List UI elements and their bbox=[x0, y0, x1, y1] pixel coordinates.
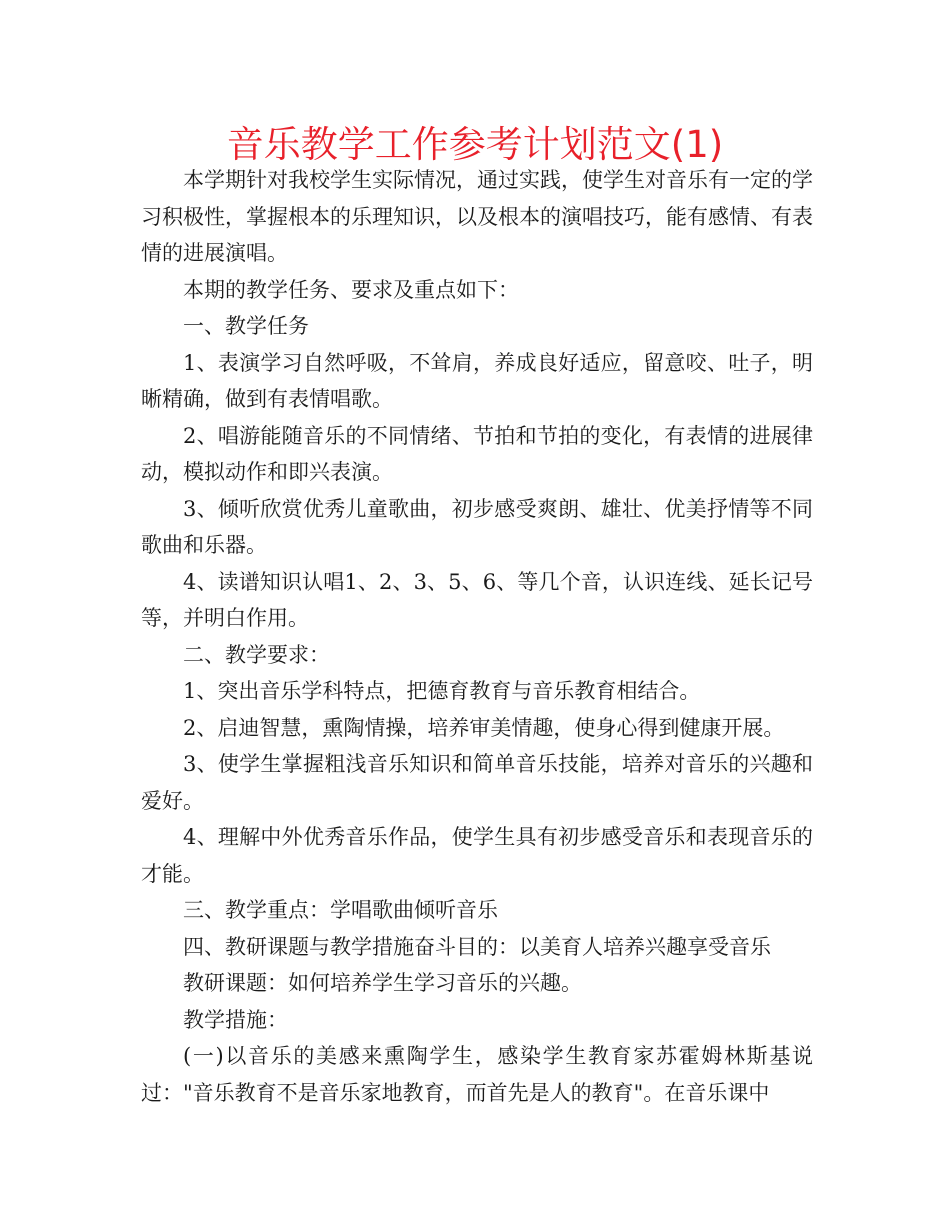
list-item-requirement-2: 2、启迪智慧，熏陶情操，培养审美情趣，使身心得到健康开展。 bbox=[183, 715, 785, 740]
list-item-task-2: 2、唱游能随音乐的不同情绪、节拍和节拍的变化，有表情的进展律动，模拟动作和即兴表演。 bbox=[141, 423, 813, 484]
paragraph-measure-1: (一)以音乐的美感来熏陶学生，感染学生教育家苏霍姆林斯基说过："音乐教育不是音乐家地教育，而首先是人的教育"。在音乐课中 bbox=[141, 1044, 813, 1105]
section-heading-requirements: 二、教学要求： bbox=[183, 642, 330, 667]
list-item-task-1: 1、表演学习自然呼吸，不耸肩，养成良好适应，留意咬、吐子，明晰精确，做到有表情唱歌。 bbox=[141, 350, 813, 411]
list-item-requirement-3: 3、使学生掌握粗浅音乐知识和简单音乐技能，培养对音乐的兴趣和爱好。 bbox=[141, 752, 813, 813]
paragraph-overview: 本期的教学任务、要求及重点如下： bbox=[183, 277, 519, 302]
paragraph-research-topic: 教研课题：如何培养学生学习音乐的兴趣。 bbox=[183, 971, 582, 995]
list-item-task-4: 4、读谱知识认唱1、2、3、5、6、等几个音，认识连线、延长记号等，并明白作用。 bbox=[141, 569, 813, 630]
section-heading-tasks: 一、教学任务 bbox=[183, 314, 309, 338]
document-title: 音乐教学工作参考计划范文(1) bbox=[226, 123, 724, 166]
list-item-task-3: 3、倾听欣赏优秀儿童歌曲，初步感受爽朗、雄壮、优美抒情等不同歌曲和乐器。 bbox=[141, 496, 813, 557]
section-heading-focus: 三、教学重点：学唱歌曲倾听音乐 bbox=[183, 898, 498, 922]
list-item-requirement-4: 4、理解中外优秀音乐作品，使学生具有初步感受音乐和表现音乐的才能。 bbox=[141, 825, 813, 886]
list-item-requirement-1: 1、突出音乐学科特点，把德育教育与音乐教育相结合。 bbox=[183, 679, 701, 703]
paragraph-measures-label: 教学措施： bbox=[183, 1007, 288, 1032]
document-body bbox=[141, 162, 813, 1111]
paragraph-intro: 本学期针对我校学生实际情况，通过实践，使学生对音乐有一定的学习积极性，掌握根本的乐理知识，以及根本的演唱技巧，能有感情、有表情的进展演唱。 bbox=[141, 168, 813, 265]
section-heading-research: 四、教研课题与教学措施奋斗目的：以美育人培养兴趣享受音乐 bbox=[183, 934, 771, 959]
